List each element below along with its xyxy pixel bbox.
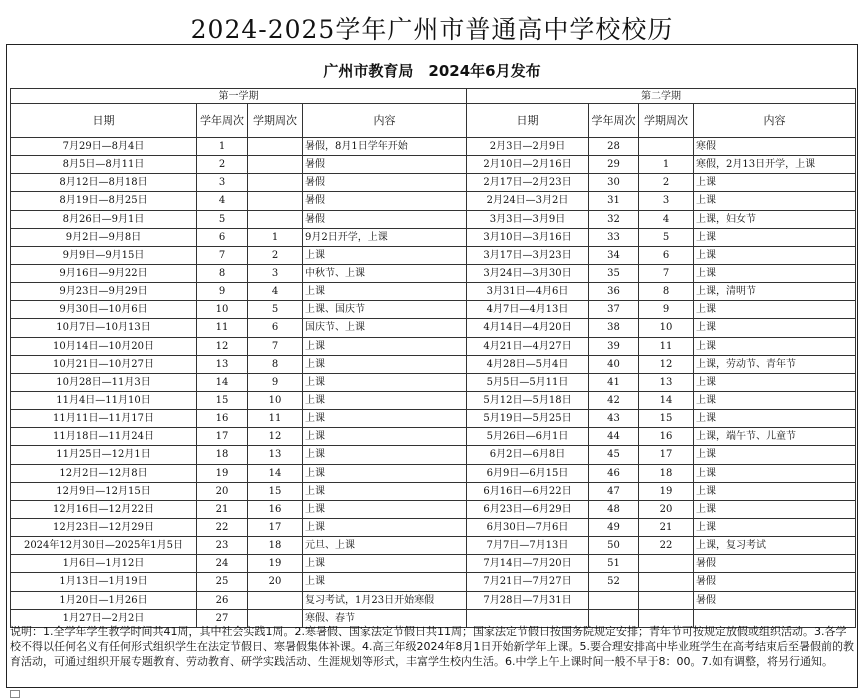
term2-year-week-cell: 31 <box>589 192 639 210</box>
term2-date-cell: 3月17日—3月23日 <box>467 246 589 264</box>
term1-content-cell: 上课 <box>303 355 467 373</box>
term1-date-cell: 10月7日—10月13日 <box>11 319 197 337</box>
term1-term-week-cell: 9 <box>248 373 303 391</box>
term1-date-cell: 11月25日—12月1日 <box>11 446 197 464</box>
term1-date-cell: 8月5日—8月11日 <box>11 156 197 174</box>
term1-content-cell: 复习考试，1月23日开始寒假 <box>303 591 467 609</box>
term1-term-week-cell <box>248 210 303 228</box>
term2-content-cell: 上课 <box>694 228 856 246</box>
term1-year-week-cell: 1 <box>197 138 248 156</box>
table-row <box>11 537 856 555</box>
term1-term-week-cell: 7 <box>248 337 303 355</box>
term2-year-week-cell: 29 <box>589 156 639 174</box>
term2-term-week-cell: 17 <box>639 446 694 464</box>
term2-term-week-cell: 19 <box>639 482 694 500</box>
term1-content-cell: 上课、国庆节 <box>303 301 467 319</box>
term2-content-cell: 上课 <box>694 446 856 464</box>
term2-year-week-cell: 50 <box>589 537 639 555</box>
table-row <box>11 283 856 301</box>
term2-year-week-header: 学年周次 <box>589 104 639 138</box>
term2-year-week-cell: 42 <box>589 391 639 409</box>
term1-date-cell: 11月11日—11月17日 <box>11 410 197 428</box>
term1-date-cell: 12月23日—12月29日 <box>11 518 197 536</box>
term1-term-week-cell: 20 <box>248 573 303 591</box>
term1-content-cell: 暑假 <box>303 192 467 210</box>
term2-date-cell: 3月24日—3月30日 <box>467 264 589 282</box>
term1-content-cell: 暑假 <box>303 174 467 192</box>
term2-content-cell: 上课 <box>694 174 856 192</box>
term2-date-cell: 4月7日—4月13日 <box>467 301 589 319</box>
term1-term-week-cell: 8 <box>248 355 303 373</box>
term1-date-cell: 11月18日—11月24日 <box>11 428 197 446</box>
term2-content-cell: 上课 <box>694 518 856 536</box>
term1-year-week-cell: 14 <box>197 373 248 391</box>
term1-content-header: 内容 <box>303 104 467 138</box>
term1-year-week-cell: 9 <box>197 283 248 301</box>
term1-year-week-cell: 18 <box>197 446 248 464</box>
term1-year-week-cell: 19 <box>197 464 248 482</box>
term1-date-header: 日期 <box>11 104 197 138</box>
term1-content-cell: 上课 <box>303 446 467 464</box>
table-row <box>11 355 856 373</box>
term1-term-week-cell: 3 <box>248 264 303 282</box>
term2-content-cell: 暑假 <box>694 591 856 609</box>
term2-term-week-cell: 8 <box>639 283 694 301</box>
term1-term-week-cell <box>248 156 303 174</box>
term1-term-week-cell <box>248 174 303 192</box>
term1-content-cell: 上课 <box>303 464 467 482</box>
term2-date-cell: 7月7日—7月13日 <box>467 537 589 555</box>
term2-date-cell: 4月28日—5月4日 <box>467 355 589 373</box>
term2-date-cell: 6月9日—6月15日 <box>467 464 589 482</box>
table-row <box>11 500 856 518</box>
term1-term-week-cell: 12 <box>248 428 303 446</box>
term2-term-week-cell: 7 <box>639 264 694 282</box>
term1-date-cell: 1月27日—2月2日 <box>11 609 197 627</box>
term1-year-week-cell: 27 <box>197 609 248 627</box>
table-row <box>11 428 856 446</box>
term2-year-week-cell: 33 <box>589 228 639 246</box>
term1-year-week-cell: 21 <box>197 500 248 518</box>
term1-date-cell: 9月16日—9月22日 <box>11 264 197 282</box>
term2-term-week-cell: 6 <box>639 246 694 264</box>
term2-year-week-cell: 36 <box>589 283 639 301</box>
term1-content-cell: 暑假 <box>303 156 467 174</box>
term1-year-week-cell: 16 <box>197 410 248 428</box>
table-row <box>11 337 856 355</box>
term2-date-cell: 6月30日—7月6日 <box>467 518 589 536</box>
table-row <box>11 246 856 264</box>
term1-term-week-cell: 5 <box>248 301 303 319</box>
term1-year-week-cell: 3 <box>197 174 248 192</box>
term2-content-cell: 上课 <box>694 410 856 428</box>
term2-year-week-cell: 28 <box>589 138 639 156</box>
term1-year-week-cell: 15 <box>197 391 248 409</box>
table-row <box>11 192 856 210</box>
publisher-line: 广州市教育局 2024年6月发布 <box>323 62 541 80</box>
term2-date-header: 日期 <box>467 104 589 138</box>
term2-date-cell: 7月28日—7月31日 <box>467 591 589 609</box>
term1-year-week-cell: 23 <box>197 537 248 555</box>
term2-content-cell: 上课 <box>694 464 856 482</box>
term1-content-cell: 上课 <box>303 337 467 355</box>
term1-date-cell: 1月20日—1月26日 <box>11 591 197 609</box>
term1-date-cell: 8月12日—8月18日 <box>11 174 197 192</box>
term2-date-cell: 6月2日—6月8日 <box>467 446 589 464</box>
term2-year-week-cell: 48 <box>589 500 639 518</box>
term1-content-cell: 暑假 <box>303 210 467 228</box>
term2-term-week-cell: 2 <box>639 174 694 192</box>
term1-year-week-header: 学年周次 <box>197 104 248 138</box>
term2-date-cell: 2月24日—3月2日 <box>467 192 589 210</box>
term1-content-cell: 国庆节、上课 <box>303 319 467 337</box>
term2-content-cell: 上课 <box>694 246 856 264</box>
table-row <box>11 518 856 536</box>
term1-date-cell: 1月6日—1月12日 <box>11 555 197 573</box>
table-row <box>11 464 856 482</box>
term1-content-cell: 中秋节、上课 <box>303 264 467 282</box>
term1-content-cell: 上课 <box>303 573 467 591</box>
term1-term-week-cell: 11 <box>248 410 303 428</box>
term1-year-week-cell: 4 <box>197 192 248 210</box>
calendar-body <box>11 138 856 628</box>
term1-content-cell: 上课 <box>303 500 467 518</box>
table-row <box>11 264 856 282</box>
term1-term-week-cell: 10 <box>248 391 303 409</box>
term2-year-week-cell: 39 <box>589 337 639 355</box>
term2-year-week-cell: 38 <box>589 319 639 337</box>
term1-year-week-cell: 17 <box>197 428 248 446</box>
term1-year-week-cell: 6 <box>197 228 248 246</box>
term2-year-week-cell: 52 <box>589 573 639 591</box>
term1-content-cell: 上课 <box>303 410 467 428</box>
term2-year-week-cell: 45 <box>589 446 639 464</box>
term2-term-week-cell: 16 <box>639 428 694 446</box>
term2-label: 第二学期 <box>467 89 856 104</box>
term2-content-cell: 上课 <box>694 391 856 409</box>
term1-content-cell: 上课 <box>303 428 467 446</box>
term2-term-week-cell: 4 <box>639 210 694 228</box>
term1-term-week-cell <box>248 591 303 609</box>
term2-content-cell: 上课，妇女节 <box>694 210 856 228</box>
term1-term-week-cell: 4 <box>248 283 303 301</box>
page-title: 2024-2025学年广州市普通高中学校校历 <box>190 15 674 44</box>
term2-date-cell: 3月31日—4月6日 <box>467 283 589 301</box>
term1-date-cell: 7月29日—8月4日 <box>11 138 197 156</box>
term1-date-cell: 10月14日—10月20日 <box>11 337 197 355</box>
term1-year-week-cell: 22 <box>197 518 248 536</box>
term1-term-week-cell: 14 <box>248 464 303 482</box>
term2-content-cell: 上课，清明节 <box>694 283 856 301</box>
term1-term-week-cell: 13 <box>248 446 303 464</box>
term2-term-week-cell <box>639 591 694 609</box>
term1-year-week-cell: 24 <box>197 555 248 573</box>
term2-content-cell: 上课，端午节、儿童节 <box>694 428 856 446</box>
term2-year-week-cell: 41 <box>589 373 639 391</box>
term2-term-week-cell: 14 <box>639 391 694 409</box>
table-row <box>11 156 856 174</box>
table-row <box>11 391 856 409</box>
table-row <box>11 591 856 609</box>
term1-date-cell: 8月26日—9月1日 <box>11 210 197 228</box>
table-row <box>11 410 856 428</box>
term2-date-cell: 2月10日—2月16日 <box>467 156 589 174</box>
term1-term-week-header: 学期周次 <box>248 104 303 138</box>
term1-content-cell: 上课 <box>303 555 467 573</box>
term1-content-cell: 寒假、春节 <box>303 609 467 627</box>
term1-year-week-cell: 10 <box>197 301 248 319</box>
term1-date-cell: 11月4日—11月10日 <box>11 391 197 409</box>
term2-year-week-cell: 32 <box>589 210 639 228</box>
term2-year-week-cell: 47 <box>589 482 639 500</box>
table-row <box>11 319 856 337</box>
term2-content-cell: 上课 <box>694 482 856 500</box>
term2-year-week-cell: 35 <box>589 264 639 282</box>
table-row <box>11 446 856 464</box>
term1-term-week-cell: 6 <box>248 319 303 337</box>
term1-date-cell: 9月30日—10月6日 <box>11 301 197 319</box>
term2-content-header: 内容 <box>694 104 856 138</box>
term2-term-week-cell: 21 <box>639 518 694 536</box>
term1-term-week-cell: 18 <box>248 537 303 555</box>
table-row <box>11 138 856 156</box>
term1-term-week-cell <box>248 138 303 156</box>
term2-date-cell: 5月5日—5月11日 <box>467 373 589 391</box>
term2-content-cell: 上课 <box>694 301 856 319</box>
term2-year-week-cell: 40 <box>589 355 639 373</box>
term1-year-week-cell: 25 <box>197 573 248 591</box>
term2-content-cell: 上课 <box>694 373 856 391</box>
term2-term-week-cell <box>639 573 694 591</box>
term1-date-cell: 12月16日—12月22日 <box>11 500 197 518</box>
term2-date-cell: 6月23日—6月29日 <box>467 500 589 518</box>
term2-content-cell: 寒假 <box>694 138 856 156</box>
term2-term-week-cell: 1 <box>639 156 694 174</box>
term2-date-cell: 5月19日—5月25日 <box>467 410 589 428</box>
term2-date-cell: 3月3日—3月9日 <box>467 210 589 228</box>
term1-year-week-cell: 7 <box>197 246 248 264</box>
term2-content-cell: 上课 <box>694 192 856 210</box>
table-row <box>11 555 856 573</box>
term2-content-cell: 上课，劳动节、青年节 <box>694 355 856 373</box>
term2-term-week-cell: 12 <box>639 355 694 373</box>
term2-year-week-cell: 49 <box>589 518 639 536</box>
term1-date-cell: 12月2日—12月8日 <box>11 464 197 482</box>
term2-date-cell: 3月10日—3月16日 <box>467 228 589 246</box>
term2-year-week-cell: 43 <box>589 410 639 428</box>
term1-content-cell: 暑假，8月1日学年开始 <box>303 138 467 156</box>
term2-date-cell: 2月17日—2月23日 <box>467 174 589 192</box>
term1-year-week-cell: 5 <box>197 210 248 228</box>
term1-term-week-cell: 1 <box>248 228 303 246</box>
term2-year-week-cell: 51 <box>589 555 639 573</box>
notes-paragraph: 说明：1.全学年学生教学时间共41周，其中社会实践1周。2.寒暑假、国家法定节假日共11周；国家法定节假日按国务院规定安排；青年节可按规定放假或组织活动。3.各学校不得以任何名义有任何形式组织学生在法定节假日、寒暑假集体补课。4.高三年级2024年8月1日开始新学年上课。5.要合理安排高中毕业班学生在高考结束后至暑假前的教育活动，可通过组织开展专题教育、劳动教育、研学实践活动、生涯规划等形式，丰富学生校内生活。6.中学上午上课时间一般不早于8：00。7.如有调整，将另行通知。 <box>10 625 854 668</box>
term2-term-week-cell <box>639 555 694 573</box>
school-calendar-table <box>10 88 856 628</box>
term2-date-cell: 7月21日—7月27日 <box>467 573 589 591</box>
table-row <box>11 210 856 228</box>
term1-year-week-cell: 26 <box>197 591 248 609</box>
term2-year-week-cell: 46 <box>589 464 639 482</box>
term1-content-cell: 上课 <box>303 283 467 301</box>
term1-content-cell: 元旦、上课 <box>303 537 467 555</box>
term1-year-week-cell: 11 <box>197 319 248 337</box>
term2-date-cell: 7月14日—7月20日 <box>467 555 589 573</box>
term2-year-week-cell: 30 <box>589 174 639 192</box>
term2-date-cell: 5月26日—6月1日 <box>467 428 589 446</box>
table-row <box>11 373 856 391</box>
table-row <box>11 174 856 192</box>
term2-date-cell: 5月12日—5月18日 <box>467 391 589 409</box>
term2-date-cell: 4月14日—4月20日 <box>467 319 589 337</box>
term2-content-cell: 上课，复习考试 <box>694 537 856 555</box>
term1-term-week-cell: 15 <box>248 482 303 500</box>
term1-date-cell: 10月21日—10月27日 <box>11 355 197 373</box>
term2-date-cell: 2月3日—2月9日 <box>467 138 589 156</box>
term2-year-week-cell: 34 <box>589 246 639 264</box>
term1-term-week-cell: 16 <box>248 500 303 518</box>
term2-content-cell: 上课 <box>694 337 856 355</box>
term2-content-cell: 上课 <box>694 264 856 282</box>
term1-date-cell: 9月23日—9月29日 <box>11 283 197 301</box>
term2-term-week-cell: 3 <box>639 192 694 210</box>
term2-term-week-cell: 15 <box>639 410 694 428</box>
table-row <box>11 301 856 319</box>
term1-date-cell: 9月2日—9月8日 <box>11 228 197 246</box>
term1-date-cell: 1月13日—1月19日 <box>11 573 197 591</box>
term2-year-week-cell: 44 <box>589 428 639 446</box>
table-row <box>11 573 856 591</box>
term1-term-week-cell: 2 <box>248 246 303 264</box>
term2-content-cell: 上课 <box>694 319 856 337</box>
term2-year-week-cell <box>589 591 639 609</box>
term2-content-cell: 上课 <box>694 500 856 518</box>
term1-content-cell: 9月2日开学，上课 <box>303 228 467 246</box>
term1-year-week-cell: 13 <box>197 355 248 373</box>
term1-content-cell: 上课 <box>303 518 467 536</box>
term2-date-cell: 4月21日—4月27日 <box>467 337 589 355</box>
term1-year-week-cell: 2 <box>197 156 248 174</box>
term1-year-week-cell: 12 <box>197 337 248 355</box>
term2-year-week-cell: 37 <box>589 301 639 319</box>
term1-content-cell: 上课 <box>303 391 467 409</box>
term1-term-week-cell: 17 <box>248 518 303 536</box>
term1-content-cell: 上课 <box>303 482 467 500</box>
term2-content-cell: 暑假 <box>694 555 856 573</box>
term1-term-week-cell: 19 <box>248 555 303 573</box>
term2-content-cell: 暑假 <box>694 573 856 591</box>
term2-term-week-cell: 10 <box>639 319 694 337</box>
table-row <box>11 482 856 500</box>
term2-term-week-cell: 22 <box>639 537 694 555</box>
table-row <box>11 228 856 246</box>
term2-term-week-cell: 18 <box>639 464 694 482</box>
term1-date-cell: 12月9日—12月15日 <box>11 482 197 500</box>
term2-term-week-cell: 13 <box>639 373 694 391</box>
term1-content-cell: 上课 <box>303 373 467 391</box>
term1-date-cell: 10月28日—11月3日 <box>11 373 197 391</box>
term2-term-week-cell: 11 <box>639 337 694 355</box>
term2-term-week-header: 学期周次 <box>639 104 694 138</box>
term2-term-week-cell: 5 <box>639 228 694 246</box>
term2-content-cell: 寒假，2月13日开学，上课 <box>694 156 856 174</box>
term1-content-cell: 上课 <box>303 246 467 264</box>
term1-date-cell: 8月19日—8月25日 <box>11 192 197 210</box>
term1-term-week-cell <box>248 192 303 210</box>
term1-date-cell: 9月9日—9月15日 <box>11 246 197 264</box>
term2-term-week-cell: 9 <box>639 301 694 319</box>
term1-year-week-cell: 8 <box>197 264 248 282</box>
footer-checkbox-mark <box>10 690 20 698</box>
term2-term-week-cell <box>639 138 694 156</box>
term2-term-week-cell: 20 <box>639 500 694 518</box>
term1-year-week-cell: 20 <box>197 482 248 500</box>
term1-date-cell: 2024年12月30日—2025年1月5日 <box>11 537 197 555</box>
term2-date-cell: 6月16日—6月22日 <box>467 482 589 500</box>
term1-label: 第一学期 <box>11 89 467 104</box>
